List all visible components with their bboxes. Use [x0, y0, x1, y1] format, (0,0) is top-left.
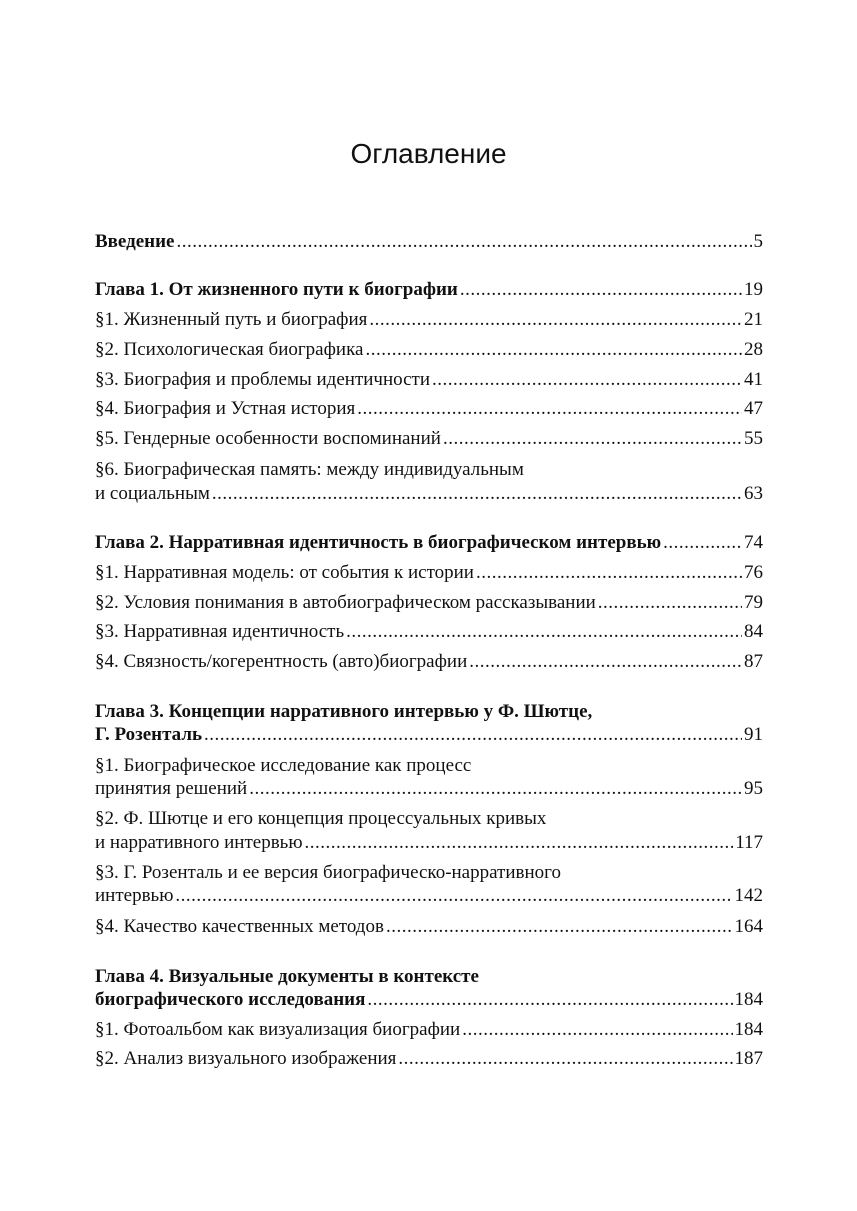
toc-entry-title-continued: Г. Розенталь: [95, 724, 203, 745]
toc-entry-page: 79: [744, 592, 763, 613]
toc-entry-title-continued: биографического исследования: [95, 989, 366, 1010]
dot-leader: [365, 337, 742, 363]
toc-entry-title: §4. Биография и Устная история: [95, 398, 356, 419]
toc-entry-title: §4. Качество качественных методов: [95, 916, 384, 937]
dot-leader: [443, 426, 742, 452]
dot-leader: [663, 530, 742, 556]
toc-entry-section-line-2[interactable]: [95, 883, 763, 909]
toc-entry-section[interactable]: [95, 560, 763, 586]
toc-entry-title: §2. Условия понимания в автобиографическом рассказывании: [95, 592, 596, 613]
toc-entry-title: §1. Жизненный путь и биография: [95, 309, 368, 330]
dot-leader: [398, 1046, 732, 1072]
toc-entry-title: §2. Ф. Шютце и его концепция процессуальных кривых: [95, 808, 547, 829]
toc-entry-section[interactable]: [95, 649, 763, 675]
dot-leader: [462, 1017, 732, 1043]
toc-entry-page: 87: [744, 651, 763, 672]
toc-entry-page: 142: [734, 885, 763, 906]
toc-entry-section-line-2[interactable]: [95, 481, 763, 507]
toc-entry-title-continued: принятия решений: [95, 778, 248, 799]
toc-entry-section[interactable]: [95, 426, 763, 452]
toc-entry-page: 84: [744, 621, 763, 642]
toc-entry-page: 5: [753, 231, 763, 252]
toc-entry-title: §2. Анализ визуального изображения: [95, 1048, 397, 1069]
toc-entry-page: 91: [744, 724, 763, 745]
toc-entry-title: §1. Нарративная модель: от события к истории: [95, 562, 474, 583]
dot-leader: [460, 277, 742, 303]
dot-leader: [204, 722, 742, 748]
dot-leader: [432, 367, 742, 393]
toc-entry-page: 63: [744, 483, 763, 504]
dot-leader: [386, 914, 733, 940]
toc-entry-title: Глава 1. От жизненного пути к биографии: [95, 279, 458, 300]
dot-leader: [177, 229, 752, 255]
toc-entry-section[interactable]: [95, 590, 763, 616]
toc-entry-page: 164: [734, 916, 763, 937]
dot-leader: [476, 560, 742, 586]
dot-leader: [357, 396, 742, 422]
dot-leader: [212, 481, 742, 507]
toc-entry-section[interactable]: [95, 619, 763, 645]
toc-entry-title: §3. Г. Розенталь и ее версия биографическо-нарративного: [95, 862, 561, 883]
toc-entry-title: §4. Связность/когерентность (авто)биографии: [95, 651, 468, 672]
toc-entry-chapter-3-line-2[interactable]: [95, 722, 763, 748]
toc-entry-section[interactable]: [95, 396, 763, 422]
toc-entry-introduction[interactable]: [95, 229, 763, 255]
dot-leader: [367, 987, 732, 1013]
toc-entry-page: 76: [744, 562, 763, 583]
toc-entry-section[interactable]: [95, 1046, 763, 1072]
toc-entry-section-line-2[interactable]: [95, 830, 763, 856]
toc-entry-chapter-1[interactable]: [95, 277, 763, 303]
toc-entry-page: 19: [744, 279, 763, 300]
toc-entry-title-continued: интервью: [95, 885, 174, 906]
toc-entry-title-continued: и социальным: [95, 483, 210, 504]
toc-entry-page: 184: [734, 989, 763, 1010]
toc-entry-section-line-1[interactable]: [95, 806, 763, 832]
toc-entry-chapter-2[interactable]: [95, 530, 763, 556]
toc-entry-title: Глава 2. Нарративная идентичность в биографическом интервью: [95, 532, 662, 553]
toc-entry-title: Глава 4. Визуальные документы в контексте: [95, 966, 479, 987]
toc-entry-page: 41: [744, 369, 763, 390]
toc-entry-title: Глава 3. Концепции нарративного интервью у Ф. Шютце,: [95, 701, 593, 722]
toc-entry-title-continued: и нарративного интервью: [95, 832, 303, 853]
toc-entry-title: §6. Биографическая память: между индивидуальным: [95, 459, 524, 480]
toc-entry-page: 74: [744, 532, 763, 553]
toc-entry-title: §1. Фотоальбом как визуализация биографии: [95, 1019, 461, 1040]
toc-entry-page: 187: [734, 1048, 763, 1069]
dot-leader: [469, 649, 742, 675]
toc-entry-title: Введение: [95, 231, 175, 252]
toc-entry-title: §3. Нарративная идентичность: [95, 621, 345, 642]
toc-entry-title: §2. Психологическая биографика: [95, 339, 364, 360]
toc-entry-page: 55: [744, 428, 763, 449]
toc-entry-title: §1. Биографическое исследование как процесс: [95, 755, 472, 776]
toc-entry-page: 184: [734, 1019, 763, 1040]
toc-entry-section[interactable]: [95, 337, 763, 363]
toc-entry-chapter-4-line-2[interactable]: [95, 987, 763, 1013]
toc-entry-title: §3. Биография и проблемы идентичности: [95, 369, 431, 390]
toc-entry-section-line-1[interactable]: [95, 457, 763, 483]
toc-entry-page: 95: [744, 778, 763, 799]
toc-entry-section[interactable]: [95, 367, 763, 393]
toc-entry-page: 21: [744, 309, 763, 330]
dot-leader: [369, 307, 742, 333]
toc-entry-title: §5. Гендерные особенности воспоминаний: [95, 428, 441, 449]
dot-leader: [175, 883, 732, 909]
dot-leader: [305, 830, 734, 856]
dot-leader: [346, 619, 742, 645]
dot-leader: [249, 776, 742, 802]
toc-entry-section[interactable]: [95, 307, 763, 333]
toc-entry-section-line-2[interactable]: [95, 776, 763, 802]
toc-entry-page: 47: [744, 398, 763, 419]
dot-leader: [598, 590, 742, 616]
toc-entry-page: 28: [744, 339, 763, 360]
page-title: Оглавление: [350, 138, 507, 169]
toc-entry-section[interactable]: [95, 1017, 763, 1043]
toc-entry-section[interactable]: [95, 914, 763, 940]
toc-entry-page: 117: [735, 832, 763, 853]
